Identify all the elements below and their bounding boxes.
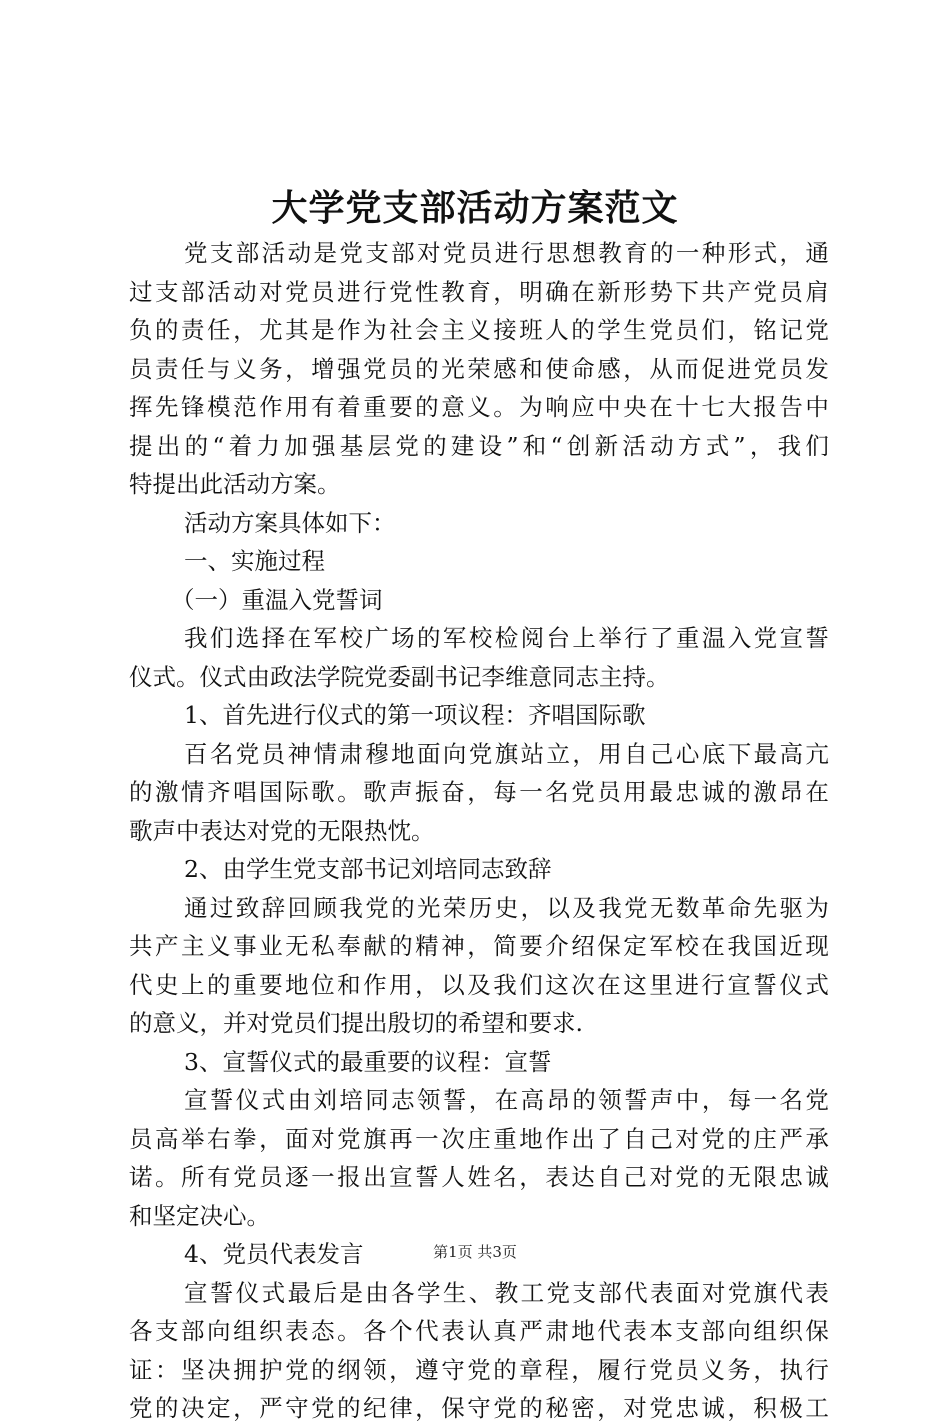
paragraph-line: 的意义，并对党员们提出殷切的希望和要求. (129, 1009, 583, 1037)
item-heading: 1、首先进行仪式的第一项议程：齐唱国际歌 (184, 701, 646, 729)
page-number-footer: 第1页 共3页 (433, 1243, 517, 1261)
subsection-heading: （一）重温入党誓词 (171, 585, 383, 614)
paragraph-line: 宣 誓 仪 式 由 刘 培 同 志 领 誓 ， 在 高 昂 的 领 誓 声 中 ， 每 一 名 党 (184, 1086, 829, 1114)
paragraph-line: 特提出此活动方案。 (129, 470, 341, 498)
paragraph-line: 活动方案具体如下： (184, 508, 396, 537)
paragraph-line: 证 ： 坚 决 拥 护 党 的 纲 领 ， 遵 守 党 的 章 程 ， 履 行 党 员 义 务 ， 执 行 (129, 1355, 829, 1384)
paragraph-line: 过 支 部 活 动 对 党 员 进 行 党 性 教 育 ， 明 确 在 新 形 势 下 共 产 党 员 肩 (129, 277, 829, 306)
item-heading: 2、由学生党支部书记刘培同志致辞 (184, 855, 552, 883)
paragraph-line: 宣 誓 仪 式 最 后 是 由 各 学 生 、 教 工 党 支 部 代 表 面 对 党 旗 代 表 (184, 1278, 829, 1307)
paragraph-line: 我 们 选 择 在 军 校 广 场 的 军 校 检 阅 台 上 举 行 了 重 温 入 党 宣 誓 (184, 624, 829, 652)
paragraph-line: 员 高 举 右 拳 ， 面 对 党 旗 再 一 次 庄 重 地 作 出 了 自 己 对 党 的 庄 严 承 (129, 1124, 829, 1153)
document-title: 大学党支部活动方案范文 (271, 187, 679, 229)
paragraph-line: 党 支 部 活 动 是 党 支 部 对 党 员 进 行 思 想 教 育 的 一 种 形 式 ， 通 (184, 239, 829, 267)
paragraph-line: 仪式。仪式由政法学院党委副书记李维意同志主持。 (129, 662, 670, 691)
paragraph-line: 各 支 部 向 组 织 表 态 。 各 个 代 表 认 真 严 肃 地 代 表 本 支 部 向 组 织 保 (129, 1317, 829, 1345)
paragraph-line: 的 激 情 齐 唱 国 际 歌 。 歌 声 振 奋 ， 每 一 名 党 员 用 最 忠 诚 的 激 昂 在 (129, 778, 829, 806)
paragraph-line: 代 史 上 的 重 要 地 位 和 作 用 ， 以 及 我 们 这 次 在 这 里 进 行 宣 誓 仪 式 (129, 970, 829, 999)
item-heading: 4、党员代表发言 (184, 1240, 364, 1268)
paragraph-line: 通 过 致 辞 回 顾 我 党 的 光 荣 历 史 ， 以 及 我 党 无 数 革 命 先 驱 为 (184, 893, 829, 922)
paragraph-line: 员 责 任 与 义 务 ， 增 强 党 员 的 光 荣 感 和 使 命 感 ， 从 而 促 进 党 员 发 (129, 354, 829, 383)
paragraph-line: 和坚定决心。 (129, 1201, 270, 1230)
paragraph-line: 挥 先 锋 模 范 作 用 有 着 重 要 的 意 义 。 为 响 应 中 央 在 十 七 大 报 告 中 (129, 393, 829, 421)
section-heading: 一、实施过程 (184, 547, 325, 575)
paragraph-line: 共 产 主 义 事 业 无 私 奉 献 的 精 神 ， 简 要 介 绍 保 定 军 校 在 我 国 近 现 (129, 932, 829, 960)
paragraph-line: 负 的 责 任 ， 尤 其 是 作 为 社 会 主 义 接 班 人 的 学 生 党 员 们 ， 铭 记 党 (129, 316, 829, 344)
paragraph-line: 党 的 决 定 ， 严 守 党 的 纪 律 ， 保 守 党 的 秘 密 ， 对 党 忠 诚 ， 积 极 工 (129, 1394, 829, 1422)
paragraph-line: 百 名 党 员 神 情 肃 穆 地 面 向 党 旗 站 立 ， 用 自 己 心 底 下 最 高 亢 (184, 739, 829, 768)
paragraph-line: 诺 。 所 有 党 员 逐 一 报 出 宣 誓 人 姓 名 ， 表 达 自 己 对 党 的 无 限 忠 诚 (129, 1163, 829, 1191)
paragraph-line: 歌声中表达对党的无限热忱。 (129, 816, 435, 845)
item-heading: 3、宣誓仪式的最重要的议程：宣誓 (184, 1047, 552, 1076)
paragraph-line: 提 出 的 “ 着 力 加 强 基 层 党 的 建 设 ” 和 “ 创 新 活 动 方 式 ” ， 我 们 (129, 431, 829, 460)
